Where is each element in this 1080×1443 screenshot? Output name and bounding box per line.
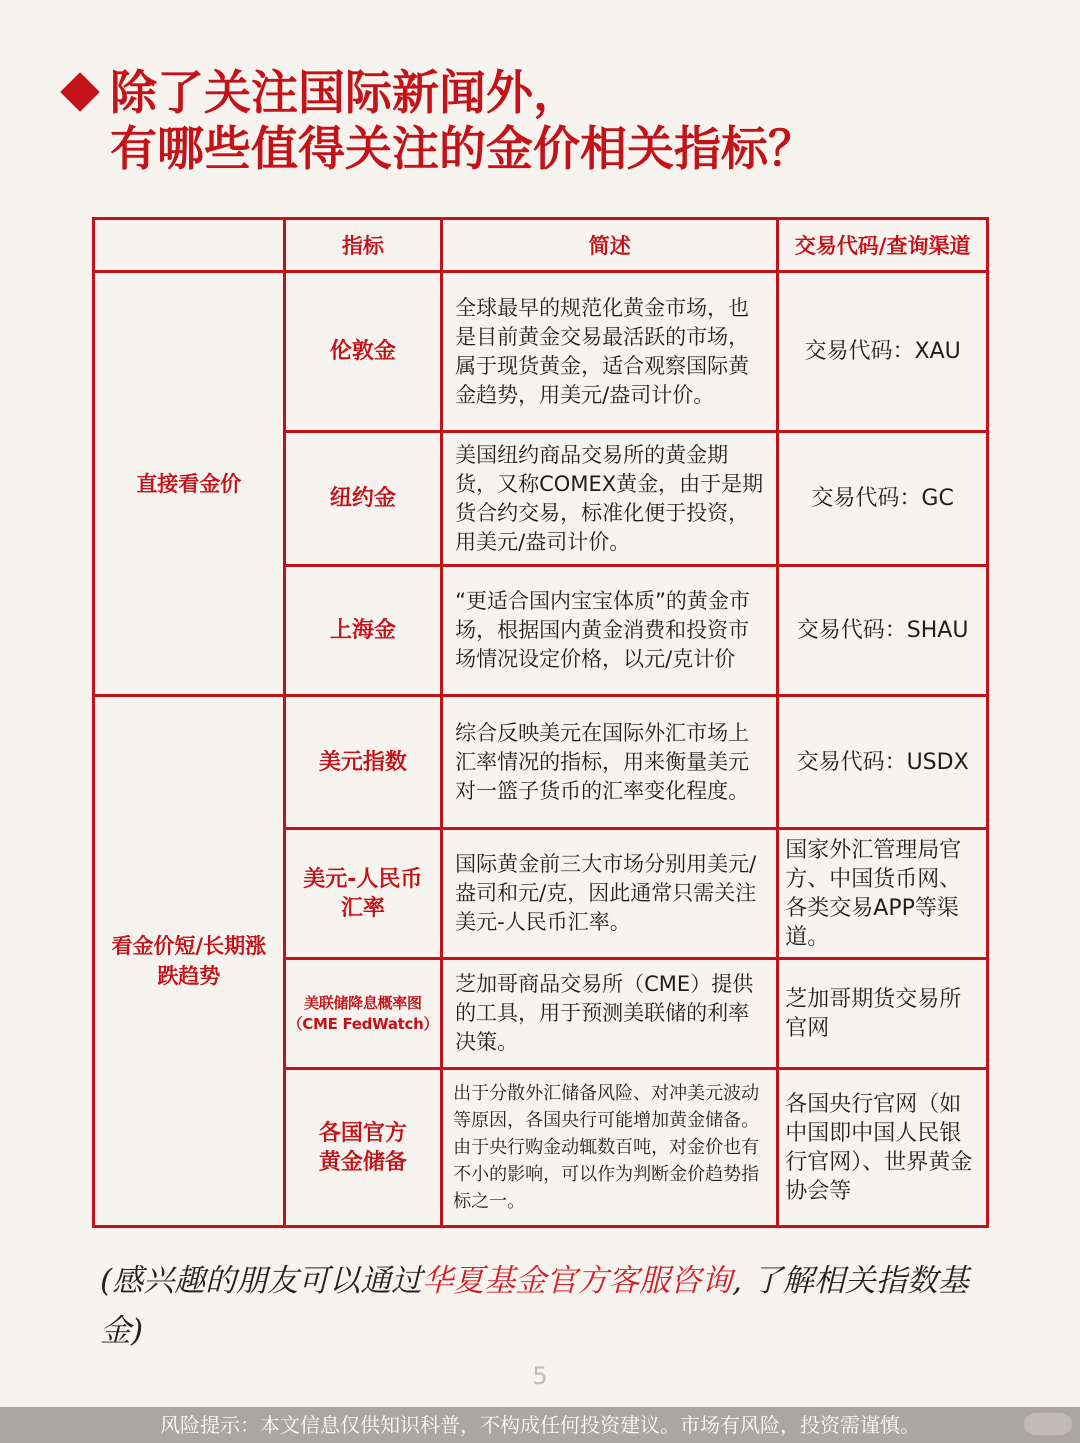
watermark-icon — [1024, 1413, 1072, 1435]
description-cell: “更适合国内宝宝体质”的黄金市场，根据国内黄金消费和投资市场情况设定价格，以元/克计价 — [442, 566, 778, 696]
header-description: 简述 — [442, 219, 778, 272]
description-cell: 出于分散外汇储备风险、对冲美元波动等原因，各国央行可能增加黄金储备。由于央行购金动辄数百吨，对金价也有不小的影响，可以作为判断金价趋势指标之一。 — [442, 1069, 778, 1227]
code-cell: 交易代码：SHAU — [778, 566, 988, 696]
category-label: 看金价短/长期涨跌趋势 — [111, 934, 267, 988]
code-cell: 国家外汇管理局官方、中国货币网、各类交易APP等渠道。 — [778, 829, 988, 959]
risk-disclaimer-bar: 风险提示：本文信息仅供知识科普，不构成任何投资建议。市场有风险，投资需谨慎。 — [0, 1407, 1080, 1443]
consult-note — [100, 1256, 1000, 1356]
header-category — [94, 219, 285, 272]
indicator-cell: 纽约金 — [284, 432, 442, 566]
category-cell — [94, 696, 285, 1227]
code-cell: 交易代码：XAU — [778, 272, 988, 432]
table-row — [94, 272, 988, 432]
indicator-label: 美元-人民币汇率 — [303, 866, 423, 921]
title-line-2: 有哪些值得关注的金价相关指标？ — [110, 122, 815, 177]
description-cell: 芝加哥商品交易所（CME）提供的工具，用于预测美联储的利率决策。 — [442, 959, 778, 1069]
indicator-cell: 伦敦金 — [284, 272, 442, 432]
indicator-cell — [284, 1069, 442, 1227]
table-header-row — [94, 219, 988, 272]
indicator-cell — [284, 829, 442, 959]
note-prefix: (感兴趣的朋友可以通过 — [100, 1263, 423, 1299]
page-title — [62, 66, 1042, 178]
description-cell: 美国纽约商品交易所的黄金期货，又称COMEX黄金，由于是期货合约交易，标准化便于投资，用美元/盎司计价。 — [442, 432, 778, 566]
note-suffix: , 了解相关指数基金) — [100, 1263, 969, 1349]
indicator-cell: 上海金 — [284, 566, 442, 696]
description-cell: 全球最早的规范化黄金市场，也是目前黄金交易最活跃的市场，属于现货黄金，适合观察国际黄金趋势，用美元/盎司计价。 — [442, 272, 778, 432]
code-cell: 芝加哥期货交易所官网 — [778, 959, 988, 1069]
header-indicator: 指标 — [284, 219, 442, 272]
table-row — [94, 696, 988, 829]
code-cell: 交易代码：GC — [778, 432, 988, 566]
note-highlight-link[interactable]: 华夏基金官方客服咨询 — [422, 1263, 733, 1299]
indicator-table — [92, 217, 989, 1228]
title-line-1: 除了关注国际新闻外， — [110, 66, 580, 121]
code-cell: 交易代码：USDX — [778, 696, 988, 829]
code-cell: 各国央行官网（如中国即中国人民银行官网）、世界黄金协会等 — [778, 1069, 988, 1227]
description-cell: 综合反映美元在国际外汇市场上汇率情况的指标，用来衡量美元对一篮子货币的汇率变化程度。 — [442, 696, 778, 829]
indicator-cell: 美联储降息概率图（CME FedWatch） — [284, 959, 442, 1069]
description-cell: 国际黄金前三大市场分别用美元/盎司和元/克，因此通常只需关注美元-人民币汇率。 — [442, 829, 778, 959]
header-code: 交易代码/查询渠道 — [778, 219, 988, 272]
category-cell: 直接看金价 — [94, 272, 285, 696]
indicator-cell: 美元指数 — [284, 696, 442, 829]
indicator-label: 各国官方黄金储备 — [318, 1120, 407, 1175]
page-number: 5 — [532, 1362, 548, 1390]
